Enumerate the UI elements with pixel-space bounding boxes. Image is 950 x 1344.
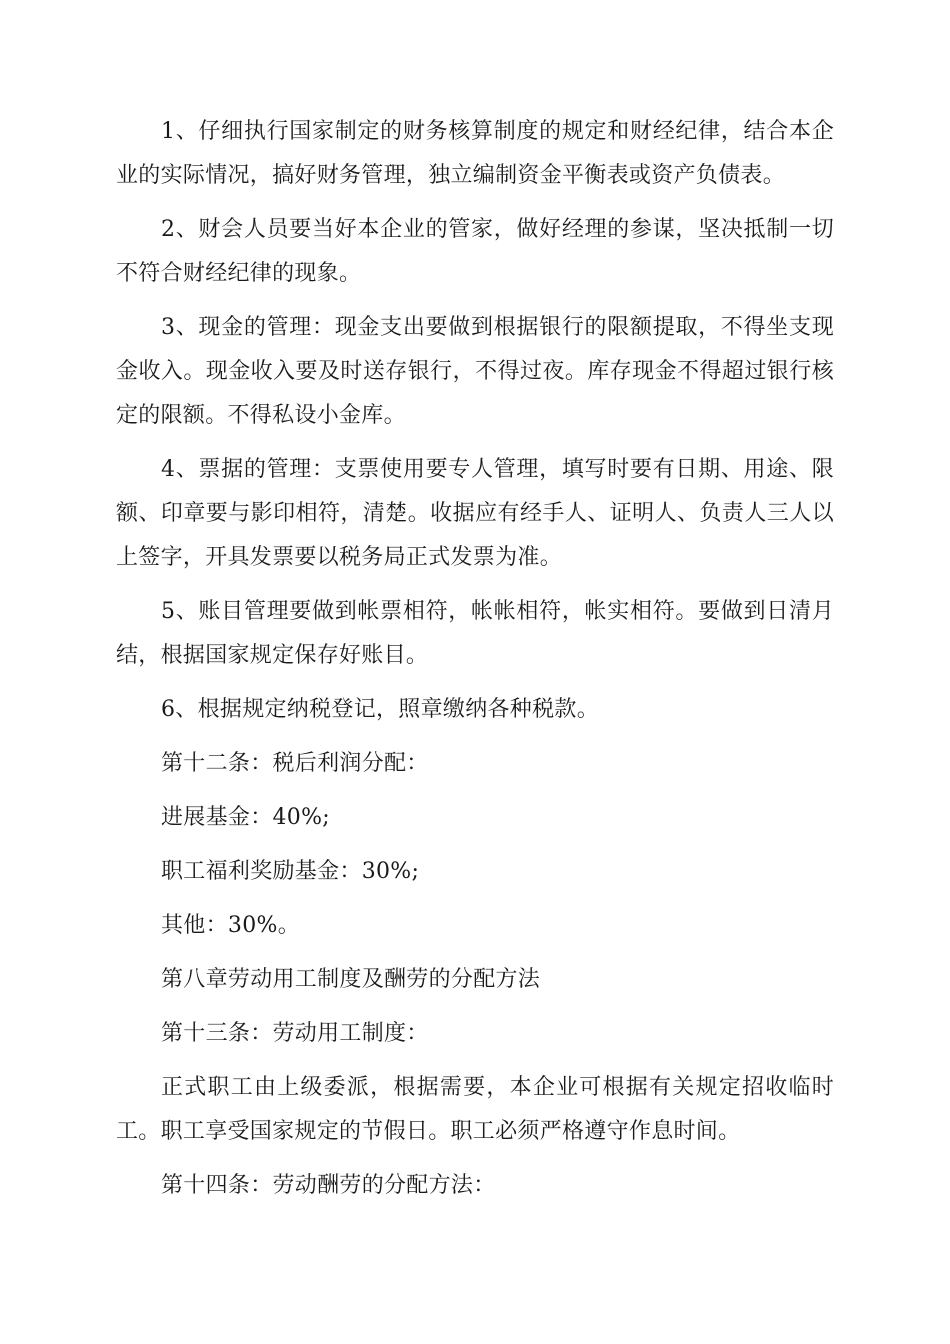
paragraph-item-5: 5、账目管理要做到帐票相符，帐帐相符，帐实相符。要做到日清月结，根据国家规定保存好账目。	[116, 599, 834, 668]
article-12-heading: 第十二条：税后利润分配：	[161, 751, 429, 776]
allocation-welfare-fund: 职工福利奖励基金：30%;	[161, 859, 420, 884]
article-14-heading: 第十四条：劳动酬劳的分配方法：	[161, 1173, 496, 1198]
allocation-other: 其他：30%。	[161, 913, 300, 938]
paragraph-item-3: 3、现金的管理：现金支出要做到根据银行的限额提取，不得坐支现金收入。现金收入要及时送存银行，不得过夜。库存现金不得超过银行核定的限额。不得私设小金库。	[116, 315, 834, 428]
paragraph-item-4: 4、票据的管理：支票使用要专人管理，填写时要有日期、用途、限额、印章要与影印相符，清楚。收据应有经手人、证明人、负责人三人以上签字，开具发票要以税务局正式发票为准。	[116, 457, 834, 570]
article-13-heading: 第十三条：劳动用工制度：	[161, 1021, 429, 1046]
paragraph-item-2: 2、财会人员要当好本企业的管家，做好经理的参谋，坚决抵制一切不符合财经纪律的现象。	[116, 217, 834, 286]
allocation-development-fund: 进展基金：40%;	[161, 805, 331, 830]
article-13-body: 正式职工由上级委派，根据需要，本企业可根据有关规定招收临时工。职工享受国家规定的节假日。职工必须严格遵守作息时间。	[116, 1075, 834, 1144]
document-body	[116, 110, 834, 1218]
paragraph-item-1: 1、仔细执行国家制定的财务核算制度的规定和财经纪律，结合本企业的实际情况，搞好财务管理，独立编制资金平衡表或资产负债表。	[116, 119, 834, 188]
paragraph-item-6: 6、根据规定纳税登记，照章缴纳各种税款。	[161, 697, 599, 722]
chapter-8-heading: 第八章劳动用工制度及酬劳的分配方法	[161, 967, 541, 992]
